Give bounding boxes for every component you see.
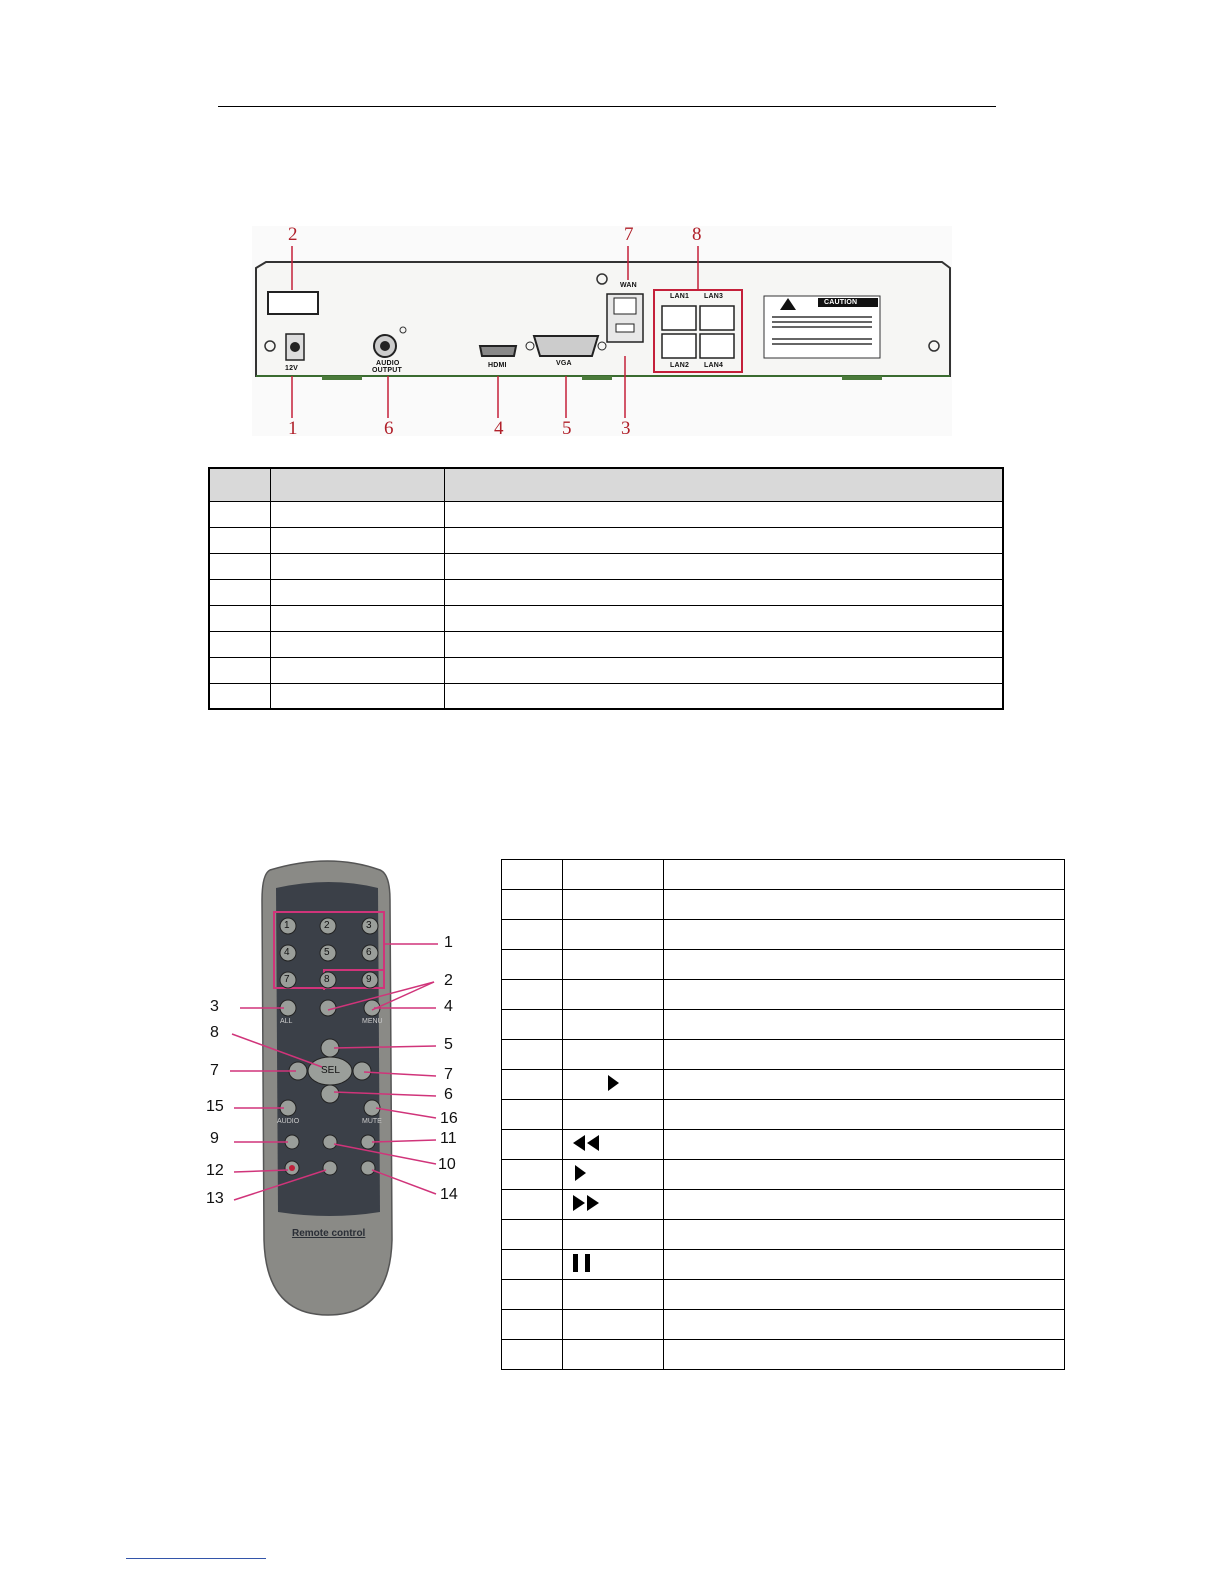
table-row — [209, 553, 1003, 579]
keypad-digit: 5 — [324, 947, 330, 958]
all-button-label: ALL — [280, 1018, 293, 1025]
rear-panel-illustration — [252, 226, 952, 436]
menu-button-label: MENU — [362, 1018, 383, 1025]
table-row — [502, 980, 1065, 1010]
panel-callout: 2 — [288, 224, 298, 245]
table-row — [502, 1100, 1065, 1130]
rear-panel-figure — [252, 224, 952, 439]
remote-callout: 7 — [210, 1062, 219, 1079]
table-row — [209, 501, 1003, 527]
remote-callout: 12 — [206, 1162, 224, 1179]
wan-label: WAN — [620, 282, 637, 289]
table-row — [502, 1340, 1065, 1370]
keypad-digit: 6 — [366, 947, 372, 958]
panel-callout: 6 — [384, 418, 394, 439]
header-rule — [218, 106, 996, 107]
audio-output-label: AUDIO — [376, 360, 400, 367]
play-icon — [573, 1164, 587, 1182]
panel-callout: 7 — [624, 224, 634, 245]
table-row — [502, 890, 1065, 920]
lan1-label: LAN1 — [670, 293, 690, 300]
table-row — [502, 1010, 1065, 1040]
sel-button-label: SEL — [321, 1065, 340, 1076]
table-row — [502, 950, 1065, 980]
footer-rule — [126, 1558, 266, 1559]
panel-callout: 4 — [494, 418, 504, 439]
table-row — [502, 1160, 1065, 1190]
table-row — [209, 605, 1003, 631]
table-header-row — [209, 468, 1003, 501]
panel-callout: 1 — [288, 418, 298, 439]
table-row — [209, 579, 1003, 605]
table-row — [502, 1220, 1065, 1250]
keypad-digit: 7 — [284, 974, 290, 985]
remote-callout: 3 — [210, 998, 219, 1015]
remote-callout: 8 — [210, 1024, 219, 1041]
panel-callout: 5 — [562, 418, 572, 439]
remote-callout: 16 — [440, 1110, 458, 1127]
keypad-digit: 8 — [324, 974, 330, 985]
table-row — [209, 631, 1003, 657]
remote-control-figure — [200, 860, 470, 1330]
remote-callout: 11 — [440, 1130, 457, 1147]
rewind-icon — [571, 1134, 601, 1152]
keypad-digit: 2 — [324, 920, 330, 931]
rear-panel-table — [208, 467, 1004, 710]
table-row — [209, 657, 1003, 683]
keypad-digit: 3 — [366, 920, 372, 931]
lan2-label: LAN2 — [670, 362, 690, 369]
remote-callout: 1 — [444, 934, 453, 951]
remote-callout: 6 — [444, 1086, 453, 1103]
remote-callout: 15 — [206, 1098, 224, 1115]
table-row — [502, 1190, 1065, 1220]
keypad-digit: 4 — [284, 947, 290, 958]
remote-callout: 13 — [206, 1190, 224, 1207]
table-row — [502, 1130, 1065, 1160]
table-row — [502, 1070, 1065, 1100]
audio-output-label: OUTPUT — [372, 367, 402, 374]
table-row — [502, 1280, 1065, 1310]
remote-control-illustration — [200, 860, 470, 1330]
table-row — [502, 1040, 1065, 1070]
table-row — [209, 683, 1003, 709]
lan3-label: LAN3 — [704, 293, 724, 300]
fast-forward-icon — [571, 1194, 601, 1212]
remote-callout: 10 — [438, 1156, 456, 1173]
remote-title: Remote control — [292, 1228, 366, 1239]
table-header-row — [502, 860, 1065, 890]
panel-callout: 8 — [692, 224, 702, 245]
table-row — [502, 1310, 1065, 1340]
table-row — [502, 1250, 1065, 1280]
remote-callout: 9 — [210, 1130, 219, 1147]
caution-label: CAUTION — [824, 299, 858, 306]
remote-callout: 7 — [444, 1066, 453, 1083]
panel-callout: 3 — [621, 418, 631, 439]
keypad-digit: 9 — [366, 974, 372, 985]
remote-callout: 4 — [444, 998, 453, 1015]
table-row — [502, 920, 1065, 950]
lan4-label: LAN4 — [704, 362, 724, 369]
power-label: 12V — [285, 365, 299, 372]
remote-control-table — [501, 859, 1065, 1370]
mute-button-label: MUTE — [362, 1118, 382, 1125]
audio-button-label: AUDIO — [277, 1118, 300, 1125]
keypad-digit: 1 — [284, 920, 290, 931]
play-icon — [606, 1074, 620, 1092]
remote-callout: 14 — [440, 1186, 458, 1203]
remote-callout: 2 — [444, 972, 453, 989]
pause-icon — [571, 1253, 593, 1273]
hdmi-label: HDMI — [488, 362, 507, 369]
table-row — [209, 527, 1003, 553]
remote-callout: 5 — [444, 1036, 453, 1053]
vga-label: VGA — [556, 360, 572, 367]
